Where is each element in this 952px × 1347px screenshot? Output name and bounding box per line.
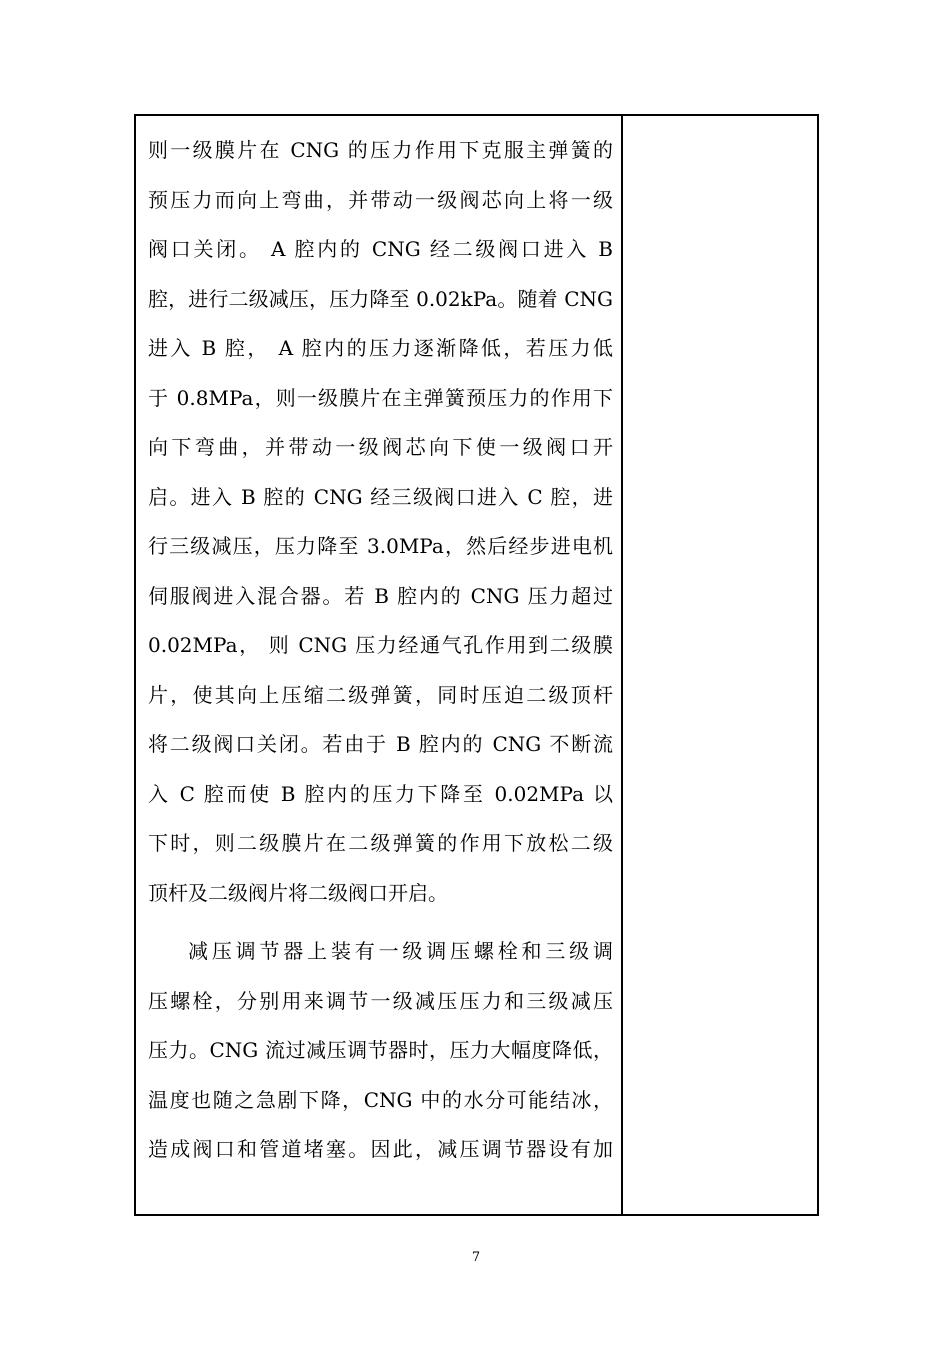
text-line: 阀口关闭。 A 腔内的 CNG 经二级阀口进入 B (148, 237, 613, 261)
text-line: 伺服阀进入混合器。若 B 腔内的 CNG 压力超过 (148, 583, 613, 608)
text-line: 于 0.8MPa，则一级膜片在主弹簧预压力的作用下 (148, 385, 613, 410)
notes-column (623, 116, 817, 1214)
text-line: 入 C 腔而使 B 腔内的压力下降至 0.02MPa 以 (148, 781, 613, 806)
text-line: 进入 B 腔， A 腔内的压力逐渐降低，若压力低 (148, 336, 613, 360)
text-line: 片，使其向上压缩二级弹簧，同时压迫二级顶杆 (148, 682, 613, 707)
text-line: 行三级减压，压力降至 3.0MPa，然后经步进电机 (148, 534, 613, 558)
text-line: 压螺栓，分别用来调节一级减压压力和三级减压 (148, 988, 613, 1013)
text-line: 将二级阀口关闭。若由于 B 腔内的 CNG 不断流 (148, 732, 613, 756)
text-column (136, 116, 623, 1214)
text-line: 顶杆及二级阀片将二级阀口开启。 (148, 880, 448, 905)
text-line: 预压力而向上弯曲，并带动一级阀芯向上将一级 (148, 187, 613, 212)
text-line: 温度也随之急剧下降，CNG 中的水分可能结冰， (148, 1087, 613, 1112)
paragraph-2 (148, 927, 613, 1175)
text-line: 则一级膜片在 CNG 的压力作用下克服主弹簧的 (148, 138, 613, 162)
page-number: 7 (471, 1250, 481, 1265)
text-line: 造成阀口和管道堵塞。因此，减压调节器设有加 (148, 1137, 613, 1161)
paragraph-1 (148, 126, 613, 918)
text-line: 启。进入 B 腔的 CNG 经三级阀口进入 C 腔，进 (148, 484, 613, 509)
text-line: 0.02MPa， 则 CNG 压力经通气孔作用到二级膜 (148, 633, 613, 657)
content-table (134, 114, 819, 1216)
text-line: 腔，进行二级减压，压力降至 0.02kPa。随着 CNG (148, 286, 613, 311)
text-line: 向下弯曲，并带动一级阀芯向下使一级阀口开 (148, 435, 613, 459)
text-line: 压力。CNG 流过减压调节器时，压力大幅度降低， (148, 1038, 613, 1062)
text-line: 减压调节器上装有一级调压螺栓和三级调 (188, 939, 613, 963)
text-line: 下时，则二级膜片在二级弹簧的作用下放松二级 (148, 831, 613, 855)
